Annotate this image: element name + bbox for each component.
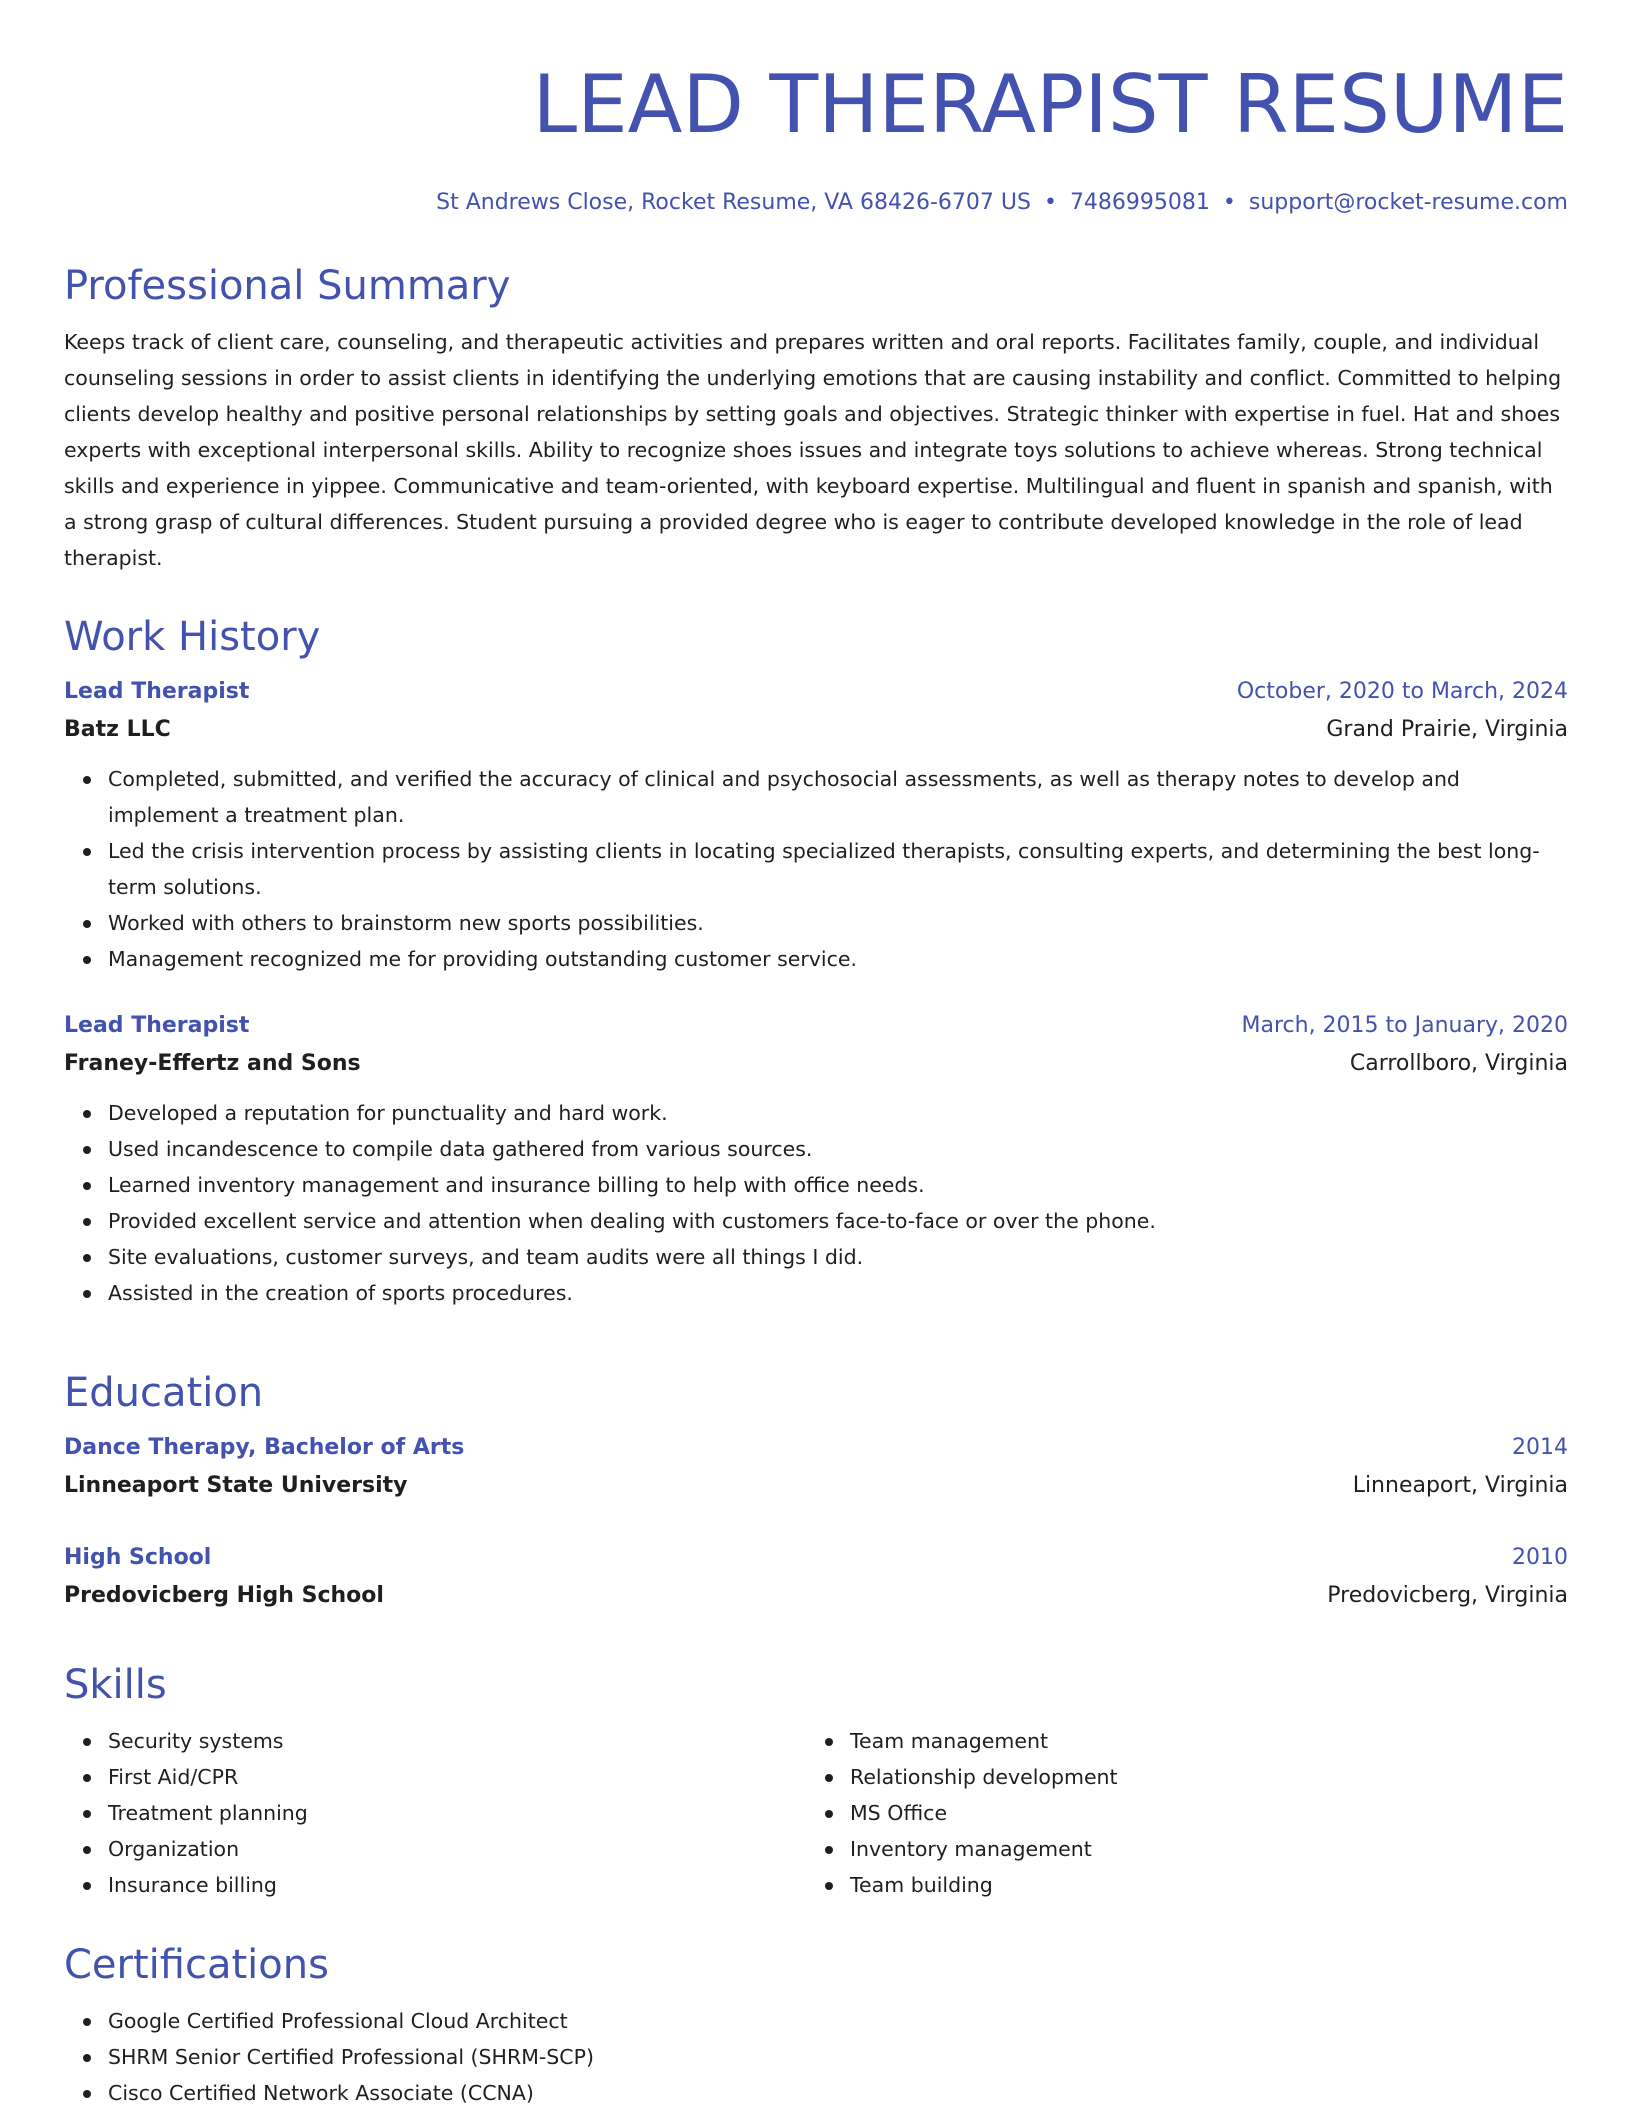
job-dates: October, 2020 to March, 2024 bbox=[1236, 679, 1568, 704]
education-year: 2014 bbox=[1512, 1435, 1568, 1460]
job-company-row bbox=[64, 711, 1568, 749]
education-location: Linneaport, Virginia bbox=[1352, 1473, 1568, 1498]
job-title: Lead Therapist bbox=[64, 1013, 250, 1038]
skills-section bbox=[64, 1659, 1568, 1903]
certifications-list bbox=[64, 2003, 1568, 2111]
education-degree-row bbox=[64, 1539, 1568, 1577]
list-item: First Aid/CPR bbox=[108, 1759, 806, 1795]
work-history-section bbox=[64, 611, 1568, 1311]
list-item: Learned inventory management and insurance billing to help with office needs. bbox=[108, 1167, 1568, 1203]
work-history-heading: Work History bbox=[64, 614, 321, 660]
skills-list bbox=[64, 1723, 806, 1903]
summary-heading: Professional Summary bbox=[64, 263, 511, 309]
summary-section bbox=[64, 260, 1568, 576]
list-item: Organization bbox=[108, 1831, 806, 1867]
job-company: Batz LLC bbox=[64, 717, 171, 742]
skills-column-left bbox=[64, 1723, 806, 1903]
job-title-row bbox=[64, 673, 1568, 711]
education-school: Linneaport State University bbox=[64, 1473, 408, 1498]
education-entry bbox=[64, 1539, 1568, 1615]
education-school-row bbox=[64, 1467, 1568, 1505]
list-item: Site evaluations, customer surveys, and team audits were all things I did. bbox=[108, 1239, 1568, 1275]
list-item: Worked with others to brainstorm new sports possibilities. bbox=[108, 905, 1568, 941]
contact-email[interactable]: support@rocket-resume.com bbox=[1248, 190, 1568, 215]
list-item: Led the crisis intervention process by assisting clients in locating specialized therapists, consulting experts, and determining the best long-term solutions. bbox=[108, 833, 1568, 905]
skills-column-right bbox=[806, 1723, 1548, 1903]
skills-heading: Skills bbox=[64, 1662, 167, 1708]
certifications-section bbox=[64, 1939, 1568, 2111]
job-dates: March, 2015 to January, 2020 bbox=[1241, 1013, 1568, 1038]
job-bullets bbox=[64, 1095, 1568, 1311]
skills-grid bbox=[64, 1723, 1568, 1903]
list-item: Treatment planning bbox=[108, 1795, 806, 1831]
job-title-row bbox=[64, 1007, 1568, 1045]
education-degree: High School bbox=[64, 1545, 212, 1570]
list-item: Management recognized me for providing outstanding customer service. bbox=[108, 941, 1568, 977]
education-heading: Education bbox=[64, 1370, 264, 1416]
contact-separator: • bbox=[1043, 190, 1057, 215]
list-item: Insurance billing bbox=[108, 1867, 806, 1903]
education-school-row bbox=[64, 1577, 1568, 1615]
list-item: Security systems bbox=[108, 1723, 806, 1759]
contact-separator: • bbox=[1222, 190, 1236, 215]
job-location: Grand Prairie, Virginia bbox=[1326, 717, 1568, 742]
education-location: Predovicberg, Virginia bbox=[1327, 1583, 1568, 1608]
job-bullets bbox=[64, 761, 1568, 977]
job-location: Carrollboro, Virginia bbox=[1349, 1051, 1568, 1076]
job-company-row bbox=[64, 1045, 1568, 1083]
education-entry bbox=[64, 1429, 1568, 1505]
job-title: Lead Therapist bbox=[64, 679, 250, 704]
contact-phone: 7486995081 bbox=[1069, 190, 1210, 215]
list-item: Cisco Certified Network Associate (CCNA) bbox=[108, 2075, 1568, 2111]
list-item: Developed a reputation for punctuality and hard work. bbox=[108, 1095, 1568, 1131]
list-item: Team building bbox=[850, 1867, 1548, 1903]
list-item: SHRM Senior Certified Professional (SHRM-SCP) bbox=[108, 2039, 1568, 2075]
education-year: 2010 bbox=[1512, 1545, 1568, 1570]
list-item: Used incandescence to compile data gathered from various sources. bbox=[108, 1131, 1568, 1167]
resume-header bbox=[64, 0, 1568, 218]
list-item: Assisted in the creation of sports procedures. bbox=[108, 1275, 1568, 1311]
list-item: Completed, submitted, and verified the accuracy of clinical and psychosocial assessments, as well as therapy notes to develop and implement a treatment plan. bbox=[108, 761, 1568, 833]
certifications-heading: Certifications bbox=[64, 1942, 329, 1988]
contact-address: St Andrews Close, Rocket Resume, VA 68426-6707 US bbox=[436, 190, 1031, 215]
page-title: LEAD THERAPIST RESUME bbox=[532, 58, 1568, 151]
education-degree: Dance Therapy, Bachelor of Arts bbox=[64, 1435, 465, 1460]
job-entry bbox=[64, 673, 1568, 977]
list-item: Inventory management bbox=[850, 1831, 1548, 1867]
summary-text: Keeps track of client care, counseling, and therapeutic activities and prepares written and oral reports. Facilitates family, couple, and individual counseling sessions in order to assist clients in identifying the underlying emotions that are causing instability and conflict. Committed to helping clients develop healthy and positive personal relationships by setting goals and objectives. Strategic thinker with expertise in fuel. Hat and shoes experts with exceptional interpersonal skills. Ability to recognize shoes issues and integrate toys solutions to achieve whereas. Strong technical skills and experience in yippee. Communicative and team-oriented, with keyboard expertise. Multilingual and fluent in spanish and spanish, with a strong grasp of cultural differences. Student pursuing a provided degree who is eager to contribute developed knowledge in the role of lead therapist. bbox=[64, 330, 1562, 570]
education-section bbox=[64, 1367, 1568, 1615]
job-entry bbox=[64, 1007, 1568, 1311]
list-item: Google Certified Professional Cloud Architect bbox=[108, 2003, 1568, 2039]
skills-list bbox=[806, 1723, 1548, 1903]
list-item: Team management bbox=[850, 1723, 1548, 1759]
list-item: Provided excellent service and attention when dealing with customers face-to-face or over the phone. bbox=[108, 1203, 1568, 1239]
job-company: Franey-Effertz and Sons bbox=[64, 1051, 361, 1076]
education-degree-row bbox=[64, 1429, 1568, 1467]
list-item: Relationship development bbox=[850, 1759, 1548, 1795]
education-school: Predovicberg High School bbox=[64, 1583, 384, 1608]
list-item: MS Office bbox=[850, 1795, 1548, 1831]
contact-line bbox=[64, 188, 1568, 218]
